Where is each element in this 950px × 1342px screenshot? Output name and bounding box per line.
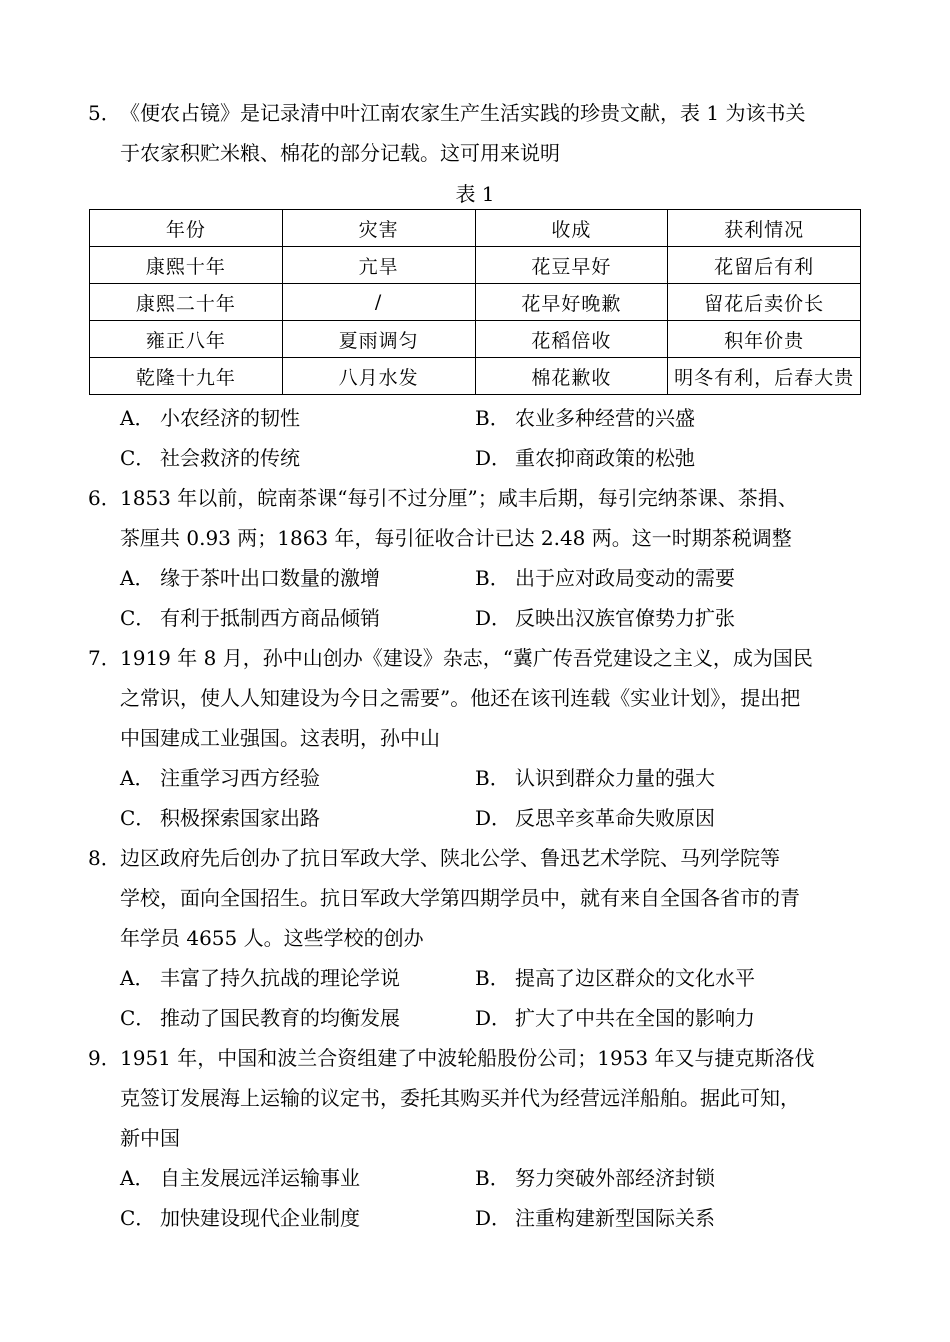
option-row: [88, 798, 868, 838]
table-cell: 八月水发: [282, 358, 475, 395]
option-d[interactable]: D． 反映出汉族官僚势力扩张: [475, 606, 735, 630]
question-stem: [88, 838, 868, 958]
question-5: [88, 93, 868, 173]
stem-text: 之常识，使人人知建设为今日之需要”。他还在该刊连载《实业计划》，提出把: [120, 686, 801, 710]
table-1: [89, 209, 861, 395]
question-stem: [88, 1038, 868, 1158]
question-7: [88, 638, 868, 838]
table-cell: 康熙二十年: [90, 284, 283, 321]
option-a[interactable]: A． 缘于茶叶出口数量的激增: [120, 566, 380, 590]
option-row: [88, 998, 868, 1038]
option-row: [88, 958, 868, 998]
table-cell: /: [282, 284, 475, 321]
table-cell: 雍正八年: [90, 321, 283, 358]
stem-text: 于农家积贮米粮、棉花的部分记载。这可用来说明: [120, 141, 560, 165]
table-row: [90, 358, 861, 395]
table-cell: 明冬有利，后春大贵: [668, 358, 861, 395]
question-5-options: [88, 398, 868, 478]
table-header-cell: 灾害: [282, 210, 475, 247]
option-row: [88, 558, 868, 598]
question-number: 8．: [88, 846, 121, 870]
question-stem: [88, 638, 868, 758]
question-number: 7．: [88, 646, 121, 670]
option-row: [88, 398, 868, 438]
stem-text: 新中国: [120, 1126, 180, 1150]
stem-text: 茶厘共 0.93 两；1863 年，每引征收合计已达 2.48 两。这一时期茶税调整: [120, 526, 792, 550]
stem-text: 中国建成工业强国。这表明，孙中山: [120, 726, 440, 750]
table-cell: 花留后有利: [668, 247, 861, 284]
table-cell: 康熙十年: [90, 247, 283, 284]
question-9: [88, 1038, 868, 1238]
table-header-cell: 获利情况: [668, 210, 861, 247]
option-row: [88, 1158, 868, 1198]
table-cell: 留花后卖价长: [668, 284, 861, 321]
option-row: [88, 438, 868, 478]
option-b[interactable]: B． 出于应对政局变动的需要: [475, 566, 735, 590]
option-a[interactable]: A． 丰富了持久抗战的理论学说: [120, 966, 400, 990]
option-b[interactable]: B． 提高了边区群众的文化水平: [475, 966, 755, 990]
option-row: [88, 758, 868, 798]
option-d[interactable]: D． 注重构建新型国际关系: [475, 1206, 715, 1230]
option-c[interactable]: C． 积极探索国家出路: [120, 806, 320, 830]
table-header-cell: 年份: [90, 210, 283, 247]
option-c[interactable]: C． 推动了国民教育的均衡发展: [120, 1006, 400, 1030]
table-cell: 夏雨调匀: [282, 321, 475, 358]
stem-text: 《便农占镜》是记录清中叶江南农家生产生活实践的珍贵文献，表 1 为该书关: [120, 101, 806, 125]
option-b[interactable]: B． 认识到群众力量的强大: [475, 766, 715, 790]
option-b[interactable]: B． 努力突破外部经济封锁: [475, 1166, 715, 1190]
stem-text: 克签订发展海上运输的议定书，委托其购买并代为经营远洋船舶。据此可知，: [120, 1086, 800, 1110]
question-number: 5．: [88, 101, 121, 125]
option-a[interactable]: A． 自主发展远洋运输事业: [120, 1166, 360, 1190]
option-d[interactable]: D． 反思辛亥革命失败原因: [475, 806, 715, 830]
option-a[interactable]: A． 小农经济的韧性: [120, 406, 300, 430]
option-row: [88, 598, 868, 638]
table-header-cell: 收成: [475, 210, 668, 247]
table-header-row: [90, 210, 861, 247]
question-8: [88, 838, 868, 1038]
stem-text: 边区政府先后创办了抗日军政大学、陕北公学、鲁迅艺术学院、马列学院等: [120, 846, 780, 870]
table-cell: 花稻倍收: [475, 321, 668, 358]
table-cell: 积年价贵: [668, 321, 861, 358]
option-c[interactable]: C． 加快建设现代企业制度: [120, 1206, 360, 1230]
question-number: 6．: [88, 486, 121, 510]
option-c[interactable]: C． 有利于抵制西方商品倾销: [120, 606, 380, 630]
option-d[interactable]: D． 重农抑商政策的松弛: [475, 446, 695, 470]
stem-text: 年学员 4655 人。这些学校的创办: [120, 926, 424, 950]
stem-text: 1853 年以前，皖南茶课“每引不过分厘”；咸丰后期，每引完纳茶课、茶捐、: [120, 486, 798, 510]
option-c[interactable]: C． 社会救济的传统: [120, 446, 300, 470]
table-cell: 乾隆十九年: [90, 358, 283, 395]
table-row: [90, 247, 861, 284]
question-6: [88, 478, 868, 638]
question-number: 9．: [88, 1046, 121, 1070]
table-cell: 花豆早好: [475, 247, 668, 284]
table-cell: 亢旱: [282, 247, 475, 284]
option-d[interactable]: D． 扩大了中共在全国的影响力: [475, 1006, 755, 1030]
table-row: [90, 321, 861, 358]
table-row: [90, 284, 861, 321]
stem-text: 学校，面向全国招生。抗日军政大学第四期学员中，就有来自全国各省市的青: [120, 886, 800, 910]
stem-text: 1951 年，中国和波兰合资组建了中波轮船股份公司；1953 年又与捷克斯洛伐: [120, 1046, 815, 1070]
option-b[interactable]: B． 农业多种经营的兴盛: [475, 406, 695, 430]
table-caption: 表 1: [455, 182, 495, 206]
question-stem: [88, 93, 868, 173]
stem-text: 1919 年 8 月，孙中山创办《建设》杂志，“冀广传吾党建设之主义，成为国民: [120, 646, 813, 670]
question-stem: [88, 478, 868, 558]
option-row: [88, 1198, 868, 1238]
table-cell: 花早好晚歉: [475, 284, 668, 321]
table-cell: 棉花歉收: [475, 358, 668, 395]
option-a[interactable]: A． 注重学习西方经验: [120, 766, 320, 790]
